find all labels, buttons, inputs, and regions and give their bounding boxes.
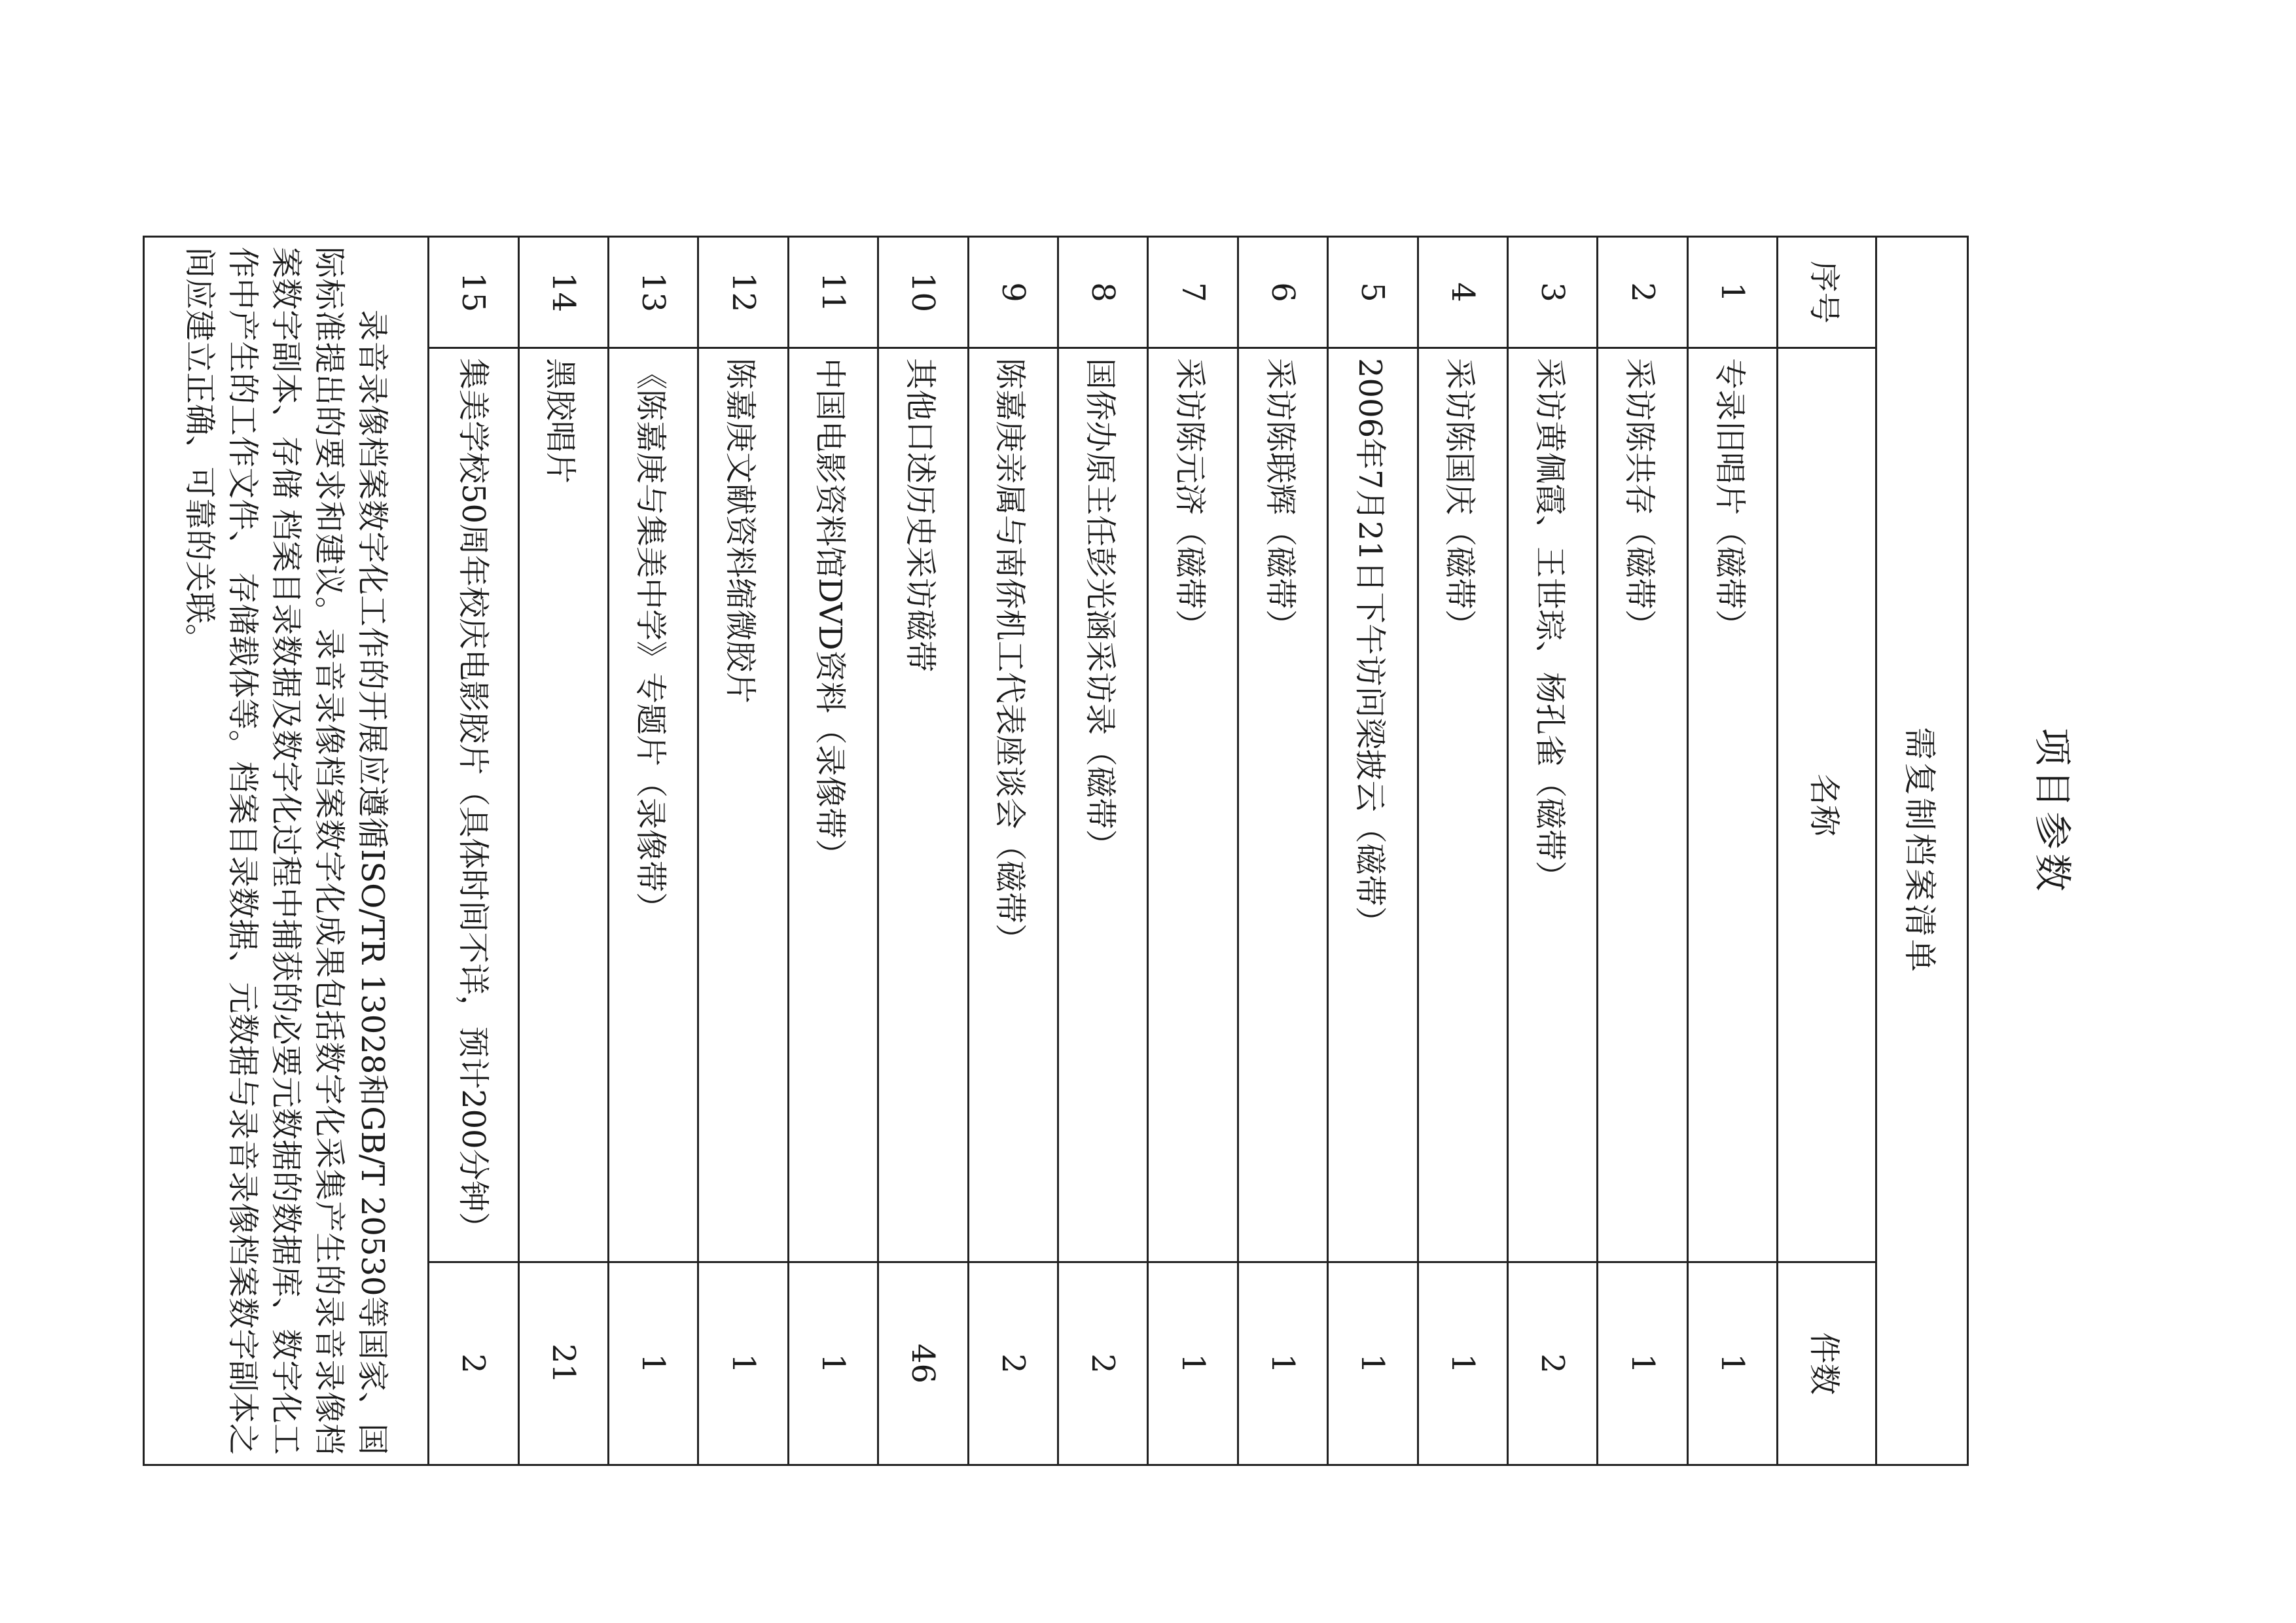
table-row [1418,237,1507,1465]
row-no: 3 [1508,237,1598,348]
table-row [1238,237,1327,1465]
row-no: 4 [1418,237,1507,348]
row-qty: 1 [698,1262,788,1465]
row-name: 采访黄佩霞、王世琮、杨孔雀（磁带） [1508,348,1598,1262]
row-qty: 2 [429,1262,518,1465]
table-row [968,237,1058,1465]
row-qty: 2 [1058,1262,1148,1465]
list-title: 需复制档案清单 [1876,237,1968,1465]
row-qty: 2 [1508,1262,1598,1465]
row-qty: 1 [1687,1262,1777,1465]
row-qty: 2 [968,1262,1058,1465]
row-no: 11 [788,237,878,348]
header-qty: 件数 [1778,1262,1876,1465]
row-name: 2006年7月21日下午访问梁披云（磁带） [1328,348,1418,1262]
row-no: 9 [968,237,1058,348]
row-name: 采访陈元济（磁带） [1148,348,1238,1262]
table-row [1328,237,1418,1465]
table-row [1508,237,1598,1465]
row-no: 10 [878,237,968,348]
table-row [1148,237,1238,1465]
row-name: 采访陈共存（磁带） [1598,348,1687,1262]
row-no: 5 [1328,237,1418,348]
row-qty: 1 [788,1262,878,1465]
row-no: 15 [429,237,518,348]
row-qty: 1 [1148,1262,1238,1465]
row-name: 集美学校50周年校庆电影胶片（具体时间不详，预计200分钟） [429,348,518,1262]
row-qty: 1 [1418,1262,1507,1465]
row-name: 专录旧唱片（磁带） [1687,348,1777,1262]
row-name: 黑胶唱片 [518,348,608,1262]
table-row [788,237,878,1465]
table-row [1687,237,1777,1465]
row-no: 1 [1687,237,1777,348]
page-title: 项目参数 [2030,727,2075,895]
row-name: 采访陈联辉（磁带） [1238,348,1327,1262]
row-qty: 21 [518,1262,608,1465]
row-name: 中国电影资料馆DVD资料（录像带） [788,348,878,1262]
row-no: 8 [1058,237,1148,348]
row-name: 陈嘉庚亲属与南侨机工代表座谈会（磁带） [968,348,1058,1262]
header-name: 名称 [1778,348,1876,1262]
table-row [878,237,968,1465]
table-row [518,237,608,1465]
row-qty: 1 [1238,1262,1327,1465]
row-no: 7 [1148,237,1238,348]
row-qty: 46 [878,1262,968,1465]
archive-list-table [143,236,1969,1466]
row-name: 国侨办原主任彭光涵采访录（磁带） [1058,348,1148,1262]
table-row [1598,237,1687,1465]
row-no: 13 [608,237,698,348]
row-no: 14 [518,237,608,348]
table-row [608,237,698,1465]
header-no: 序号 [1778,237,1876,348]
table-row [429,237,518,1465]
table-row [1058,237,1148,1465]
row-name: 其他口述历史采访磁带 [878,348,968,1262]
row-no: 6 [1238,237,1327,348]
row-no: 2 [1598,237,1687,348]
row-qty: 1 [1598,1262,1687,1465]
row-qty: 1 [1328,1262,1418,1465]
row-qty: 1 [608,1262,698,1465]
table-row [698,237,788,1465]
row-name: 陈嘉庚文献资料缩微胶片 [698,348,788,1262]
row-name: 采访陈国庆（磁带） [1418,348,1507,1262]
row-name: 《陈嘉庚与集美中学》专题片（录像带） [608,348,698,1262]
row-no: 12 [698,237,788,348]
header-row [1778,237,1876,1465]
note-paragraph: 录音录像档案数字化工作的开展应遵循ISO/TR 13028和GB/T 20530等国家、国际标准提出的要求和建议。录音录像档案数字化成果包括数字化采集产生的录音录像档案数字副本、存储 档案目录数据及数字化过程中捕获的必要元数据的数据库、数字化工作中产生的工作文件、 存储载体等。档案目录数据、元数据与录音录像档案数字副本之间应建立正确、可靠的关联。 [144,237,429,1465]
